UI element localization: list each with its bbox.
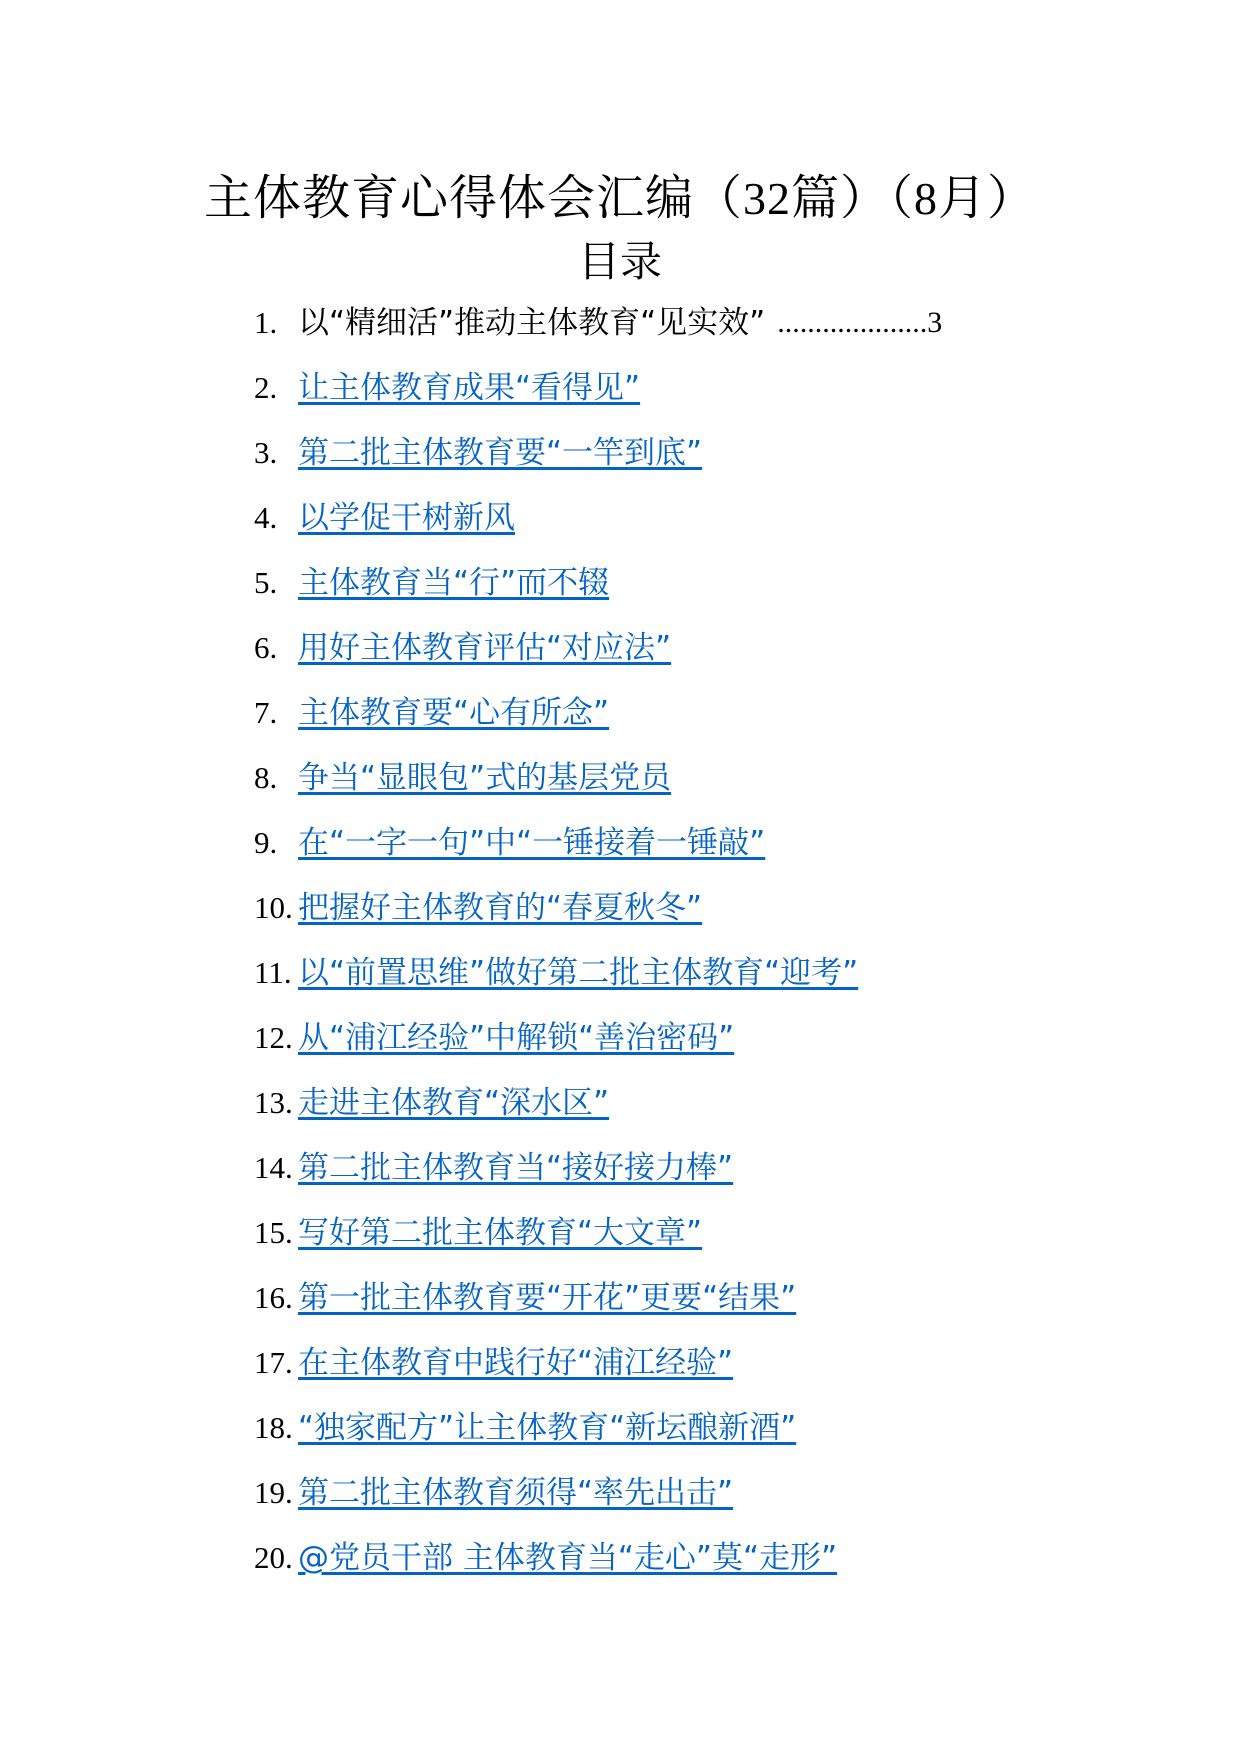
toc-item bbox=[254, 756, 1084, 821]
toc-dot-leader: .................... bbox=[777, 306, 928, 339]
toc-item bbox=[254, 626, 1084, 691]
toc-item-number: 20. bbox=[254, 1540, 293, 1575]
title-mid: 篇）（ bbox=[790, 170, 914, 226]
toc-item bbox=[254, 951, 1084, 1016]
toc-heading: 目录 bbox=[577, 237, 662, 286]
toc-entry-link[interactable]: 第一批主体教育要“开花”更要“结果” bbox=[298, 1280, 797, 1316]
toc-item bbox=[254, 821, 1084, 886]
toc-entry-link[interactable]: @党员干部 主体教育当“走心”莫“走形” bbox=[298, 1540, 838, 1576]
toc-item bbox=[254, 1471, 1084, 1536]
toc-entry-link[interactable]: 从“浦江经验”中解锁“善治密码” bbox=[298, 1020, 735, 1056]
toc-item bbox=[254, 431, 1084, 496]
title-suffix: 月） bbox=[938, 170, 1037, 226]
toc-entry-link[interactable]: 在“一字一句”中“一锤接着一锤敲” bbox=[298, 825, 766, 861]
toc-item-number: 1. bbox=[254, 305, 278, 340]
toc-item-number: 13. bbox=[254, 1085, 293, 1120]
toc-item bbox=[254, 1211, 1084, 1276]
toc-item bbox=[254, 1406, 1084, 1471]
toc-entry-link[interactable]: 以学促干树新风 bbox=[298, 500, 515, 536]
toc-item bbox=[254, 496, 1084, 561]
toc-item-number: 12. bbox=[254, 1020, 293, 1055]
toc-item bbox=[254, 1016, 1084, 1081]
toc-entry-link[interactable]: 主体教育要“心有所念” bbox=[298, 695, 610, 731]
toc-item bbox=[254, 1146, 1084, 1211]
toc-entry-link[interactable]: “独家配方”让主体教育“新坛酿新酒” bbox=[298, 1410, 797, 1446]
toc-item bbox=[254, 1536, 1084, 1601]
toc-item bbox=[254, 886, 1084, 951]
toc-item-number: 8. bbox=[254, 760, 278, 795]
toc-item bbox=[254, 561, 1084, 626]
toc-entry-link[interactable]: 写好第二批主体教育“大文章” bbox=[298, 1215, 703, 1251]
toc-item-number: 16. bbox=[254, 1280, 293, 1315]
toc-entry-link[interactable]: 争当“显眼包”式的基层党员 bbox=[298, 760, 672, 796]
toc-entry-link[interactable]: 第二批主体教育当“接好接力棒” bbox=[298, 1150, 734, 1186]
toc-entry-text: 以“精细活”推动主体教育“见实效” bbox=[298, 305, 766, 341]
toc-entry-link[interactable]: 把握好主体教育的“春夏秋冬” bbox=[298, 890, 703, 926]
toc-item bbox=[254, 691, 1084, 756]
toc-item-number: 9. bbox=[254, 825, 278, 860]
toc-entry-link[interactable]: 第二批主体教育须得“率先出击” bbox=[298, 1475, 734, 1511]
toc-entry-link[interactable]: 在主体教育中践行好“浦江经验” bbox=[298, 1345, 734, 1381]
toc-item bbox=[254, 301, 1084, 366]
document-title bbox=[0, 166, 1240, 231]
title-prefix: 主体教育心得体会汇编（ bbox=[203, 170, 743, 226]
toc-item-number: 6. bbox=[254, 630, 278, 665]
toc-item bbox=[254, 1341, 1084, 1406]
toc-entry-link[interactable]: 让主体教育成果“看得见” bbox=[298, 370, 641, 406]
toc-item-number: 17. bbox=[254, 1345, 293, 1380]
table-of-contents bbox=[254, 301, 1084, 1601]
toc-page-number: 3 bbox=[927, 306, 943, 339]
toc-item bbox=[254, 366, 1084, 431]
toc-entry-link[interactable]: 以“前置思维”做好第二批主体教育“迎考” bbox=[298, 955, 859, 991]
toc-item-number: 11. bbox=[254, 955, 292, 990]
toc-item-number: 18. bbox=[254, 1410, 293, 1445]
toc-item-number: 7. bbox=[254, 695, 278, 730]
toc-item-number: 14. bbox=[254, 1150, 293, 1185]
toc-entry-link[interactable]: 用好主体教育评估“对应法” bbox=[298, 630, 672, 666]
toc-entry-link[interactable]: 走进主体教育“深水区” bbox=[298, 1085, 610, 1121]
toc-item-number: 10. bbox=[254, 890, 293, 925]
toc-item-number: 2. bbox=[254, 370, 278, 405]
toc-item-number: 5. bbox=[254, 565, 278, 600]
title-month: 8 bbox=[914, 173, 938, 224]
toc-entry-link[interactable]: 主体教育当“行”而不辍 bbox=[298, 565, 610, 601]
toc-item bbox=[254, 1081, 1084, 1146]
toc-item-number: 3. bbox=[254, 435, 278, 470]
toc-item bbox=[254, 1276, 1084, 1341]
toc-entry-link[interactable]: 第二批主体教育要“一竿到底” bbox=[298, 435, 703, 471]
toc-item-number: 19. bbox=[254, 1475, 293, 1510]
toc-item-number: 15. bbox=[254, 1215, 293, 1250]
toc-item-number: 4. bbox=[254, 500, 278, 535]
title-count: 32 bbox=[742, 173, 791, 224]
